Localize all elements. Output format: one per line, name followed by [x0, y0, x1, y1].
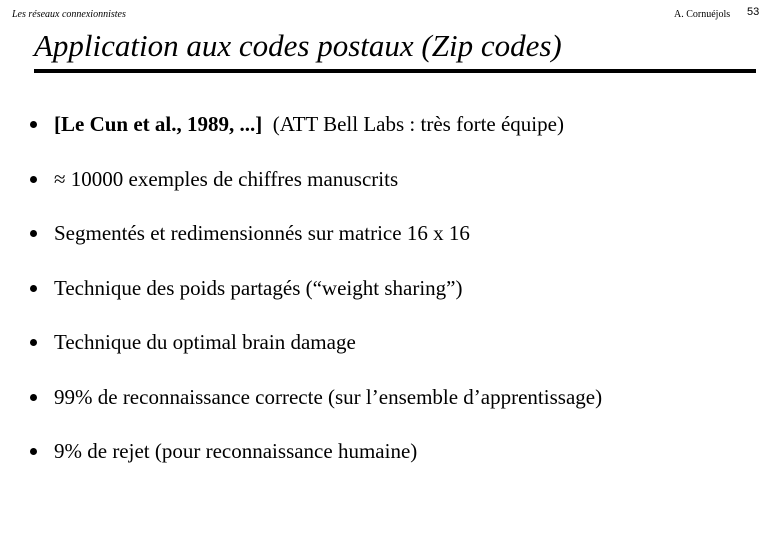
bullet-bold-text: [Le Cun et al., 1989, ...]: [54, 112, 263, 136]
title-divider: [34, 69, 756, 73]
bullet-icon: [30, 285, 37, 292]
bullet-plain-text: (ATT Bell Labs : très forte équipe): [262, 112, 564, 136]
bullet-icon: [30, 121, 37, 128]
bullet-text: ≈ 10000 exemples de chiffres manuscrits: [54, 166, 399, 191]
bullet-text: Segmentés et redimensionnés sur matrice 16 x 16: [54, 221, 470, 245]
bullet-text: Technique des poids partagés (“weight sharing”): [54, 275, 463, 300]
slide-title: Application aux codes postaux (Zip codes): [34, 28, 562, 63]
bullet-icon: [30, 230, 37, 237]
bullet-icon: [30, 339, 37, 346]
bullet-text: Technique du optimal brain damage: [54, 330, 356, 354]
bullet-text: 9% de rejet (pour reconnaissance humaine): [54, 439, 418, 463]
author-name: A. Cornuéjols: [674, 9, 731, 20]
bullet-icon: [30, 394, 37, 401]
section-header: Les réseaux connexionnistes: [12, 9, 126, 20]
page-number: 53: [747, 6, 760, 18]
bullet-text: [54, 105, 564, 143]
bullet-icon: [30, 176, 37, 183]
bullet-text: 99% de reconnaissance correcte (sur l’ensemble d’apprentissage): [54, 384, 603, 409]
bullet-icon: [30, 448, 37, 455]
